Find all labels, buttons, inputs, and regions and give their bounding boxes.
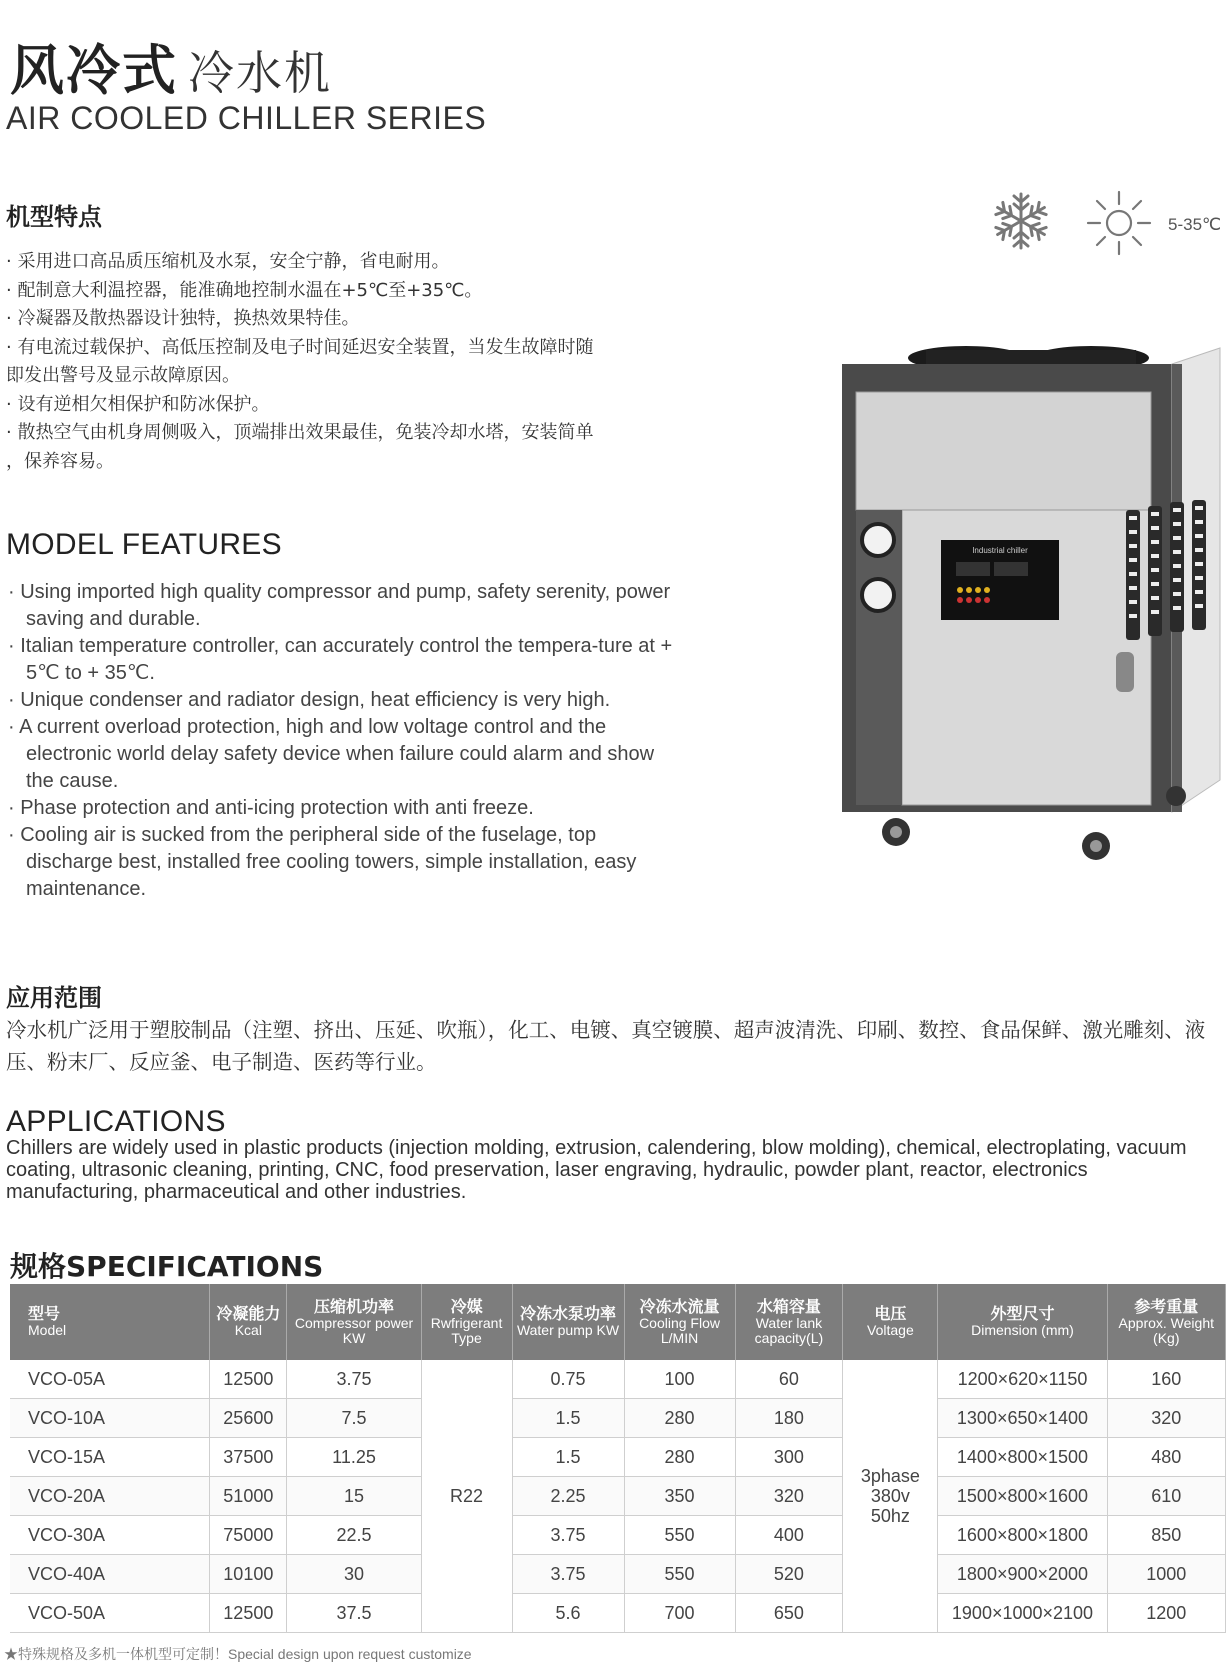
cell-compressor: 37.5	[287, 1594, 421, 1633]
cell-flow: 550	[624, 1555, 735, 1594]
col-dimension: 外型尺寸 Dimension (mm)	[938, 1284, 1107, 1360]
control-panel-label: Industrial chiller	[972, 546, 1028, 555]
cell-tank: 300	[735, 1438, 843, 1477]
cell-tank: 520	[735, 1555, 843, 1594]
cell-pump: 3.75	[512, 1516, 624, 1555]
table-row	[10, 1477, 1226, 1516]
applications-cn-text: 冷水机广泛用于塑胶制品（注塑、挤出、压延、吹瓶），化工、电镀、真空镀膜、超声波清洗、印刷、数控、食品保鲜、激光雕刻、液压、粉末厂、反应釜、电子制造、医药等行业。	[6, 1018, 1206, 1074]
pressure-gauge-1	[862, 524, 894, 556]
cell-compressor: 3.75	[287, 1360, 421, 1399]
features-cn-line: · 采用进口高品质压缩机及水泵，安全宁静，省电耐用。	[6, 251, 450, 272]
cell-weight: 480	[1107, 1438, 1225, 1477]
col-refrigerant: 冷媒 Rwfrigerant Type	[421, 1284, 512, 1360]
applications-en-text: Chillers are widely used in plastic products (injection molding, extrusion, calendering, blow molding), chemical, electroplating, vacuum coating, ultrasonic cleaning, printing, CNC, food preservation, laser engraving, hydraulic, powder plant, reactor, electronics manufacturing, pharmaceutical and other industries.	[6, 1137, 1187, 1203]
cell-model: VCO-05A	[10, 1360, 210, 1399]
features-cn-line: · 有电流过载保护、高低压控制及电子时间延迟安全装置，当发生故障时随	[6, 336, 594, 358]
footnote: ★特殊规格及多机一体机型可定制！Special design upon request customize	[4, 1646, 472, 1662]
cell-kcal: 37500	[210, 1438, 287, 1477]
applications-en-heading: APPLICATIONS	[6, 1105, 226, 1138]
features-cn-line: · 配制意大利温控器，能准确地控制水温在+5℃至+35℃。	[6, 279, 483, 301]
features-en-heading: MODEL FEATURES	[6, 528, 282, 561]
cell-compressor: 15	[287, 1477, 421, 1516]
cell-compressor: 22.5	[287, 1516, 421, 1555]
cell-weight: 320	[1107, 1399, 1225, 1438]
features-cn-heading: 机型特点	[6, 203, 102, 231]
side-vent-slits	[1120, 500, 1220, 650]
cell-dimension: 1800×900×2000	[938, 1555, 1107, 1594]
cell-flow: 100	[624, 1360, 735, 1399]
page-title-en: AIR COOLED CHILLER SERIES	[6, 100, 487, 136]
wheel-back	[1166, 786, 1186, 806]
col-compressor: 压缩机功率 Compressor power KW	[287, 1284, 421, 1360]
features-en-item: · Unique condenser and radiator design, heat efficiency is very high.	[8, 689, 611, 711]
cell-compressor: 7.5	[287, 1399, 421, 1438]
cell-model: VCO-30A	[10, 1516, 210, 1555]
cell-dimension: 1500×800×1600	[938, 1477, 1107, 1516]
door-handle	[1116, 652, 1134, 692]
features-cn-line: ，保养容易。	[6, 450, 114, 472]
features-en-item: · Phase protection and anti-icing protection with anti freeze.	[8, 797, 534, 819]
col-model: 型号 Model	[10, 1284, 210, 1360]
page-title-cn	[10, 28, 332, 105]
cell-pump: 1.5	[512, 1438, 624, 1477]
specifications-heading: 规格SPECIFICATIONS	[10, 1250, 324, 1283]
cell-flow: 280	[624, 1438, 735, 1477]
cell-weight: 160	[1107, 1360, 1225, 1399]
pressure-gauge-2	[862, 579, 894, 611]
features-en-item: · Italian temperature controller, can accurately control the tempera-ture at + 5℃ to + 35℃.	[8, 635, 673, 684]
cell-dimension: 1200×620×1150	[938, 1360, 1107, 1399]
col-flow: 冷冻水流量 Cooling Flow L/MIN	[624, 1284, 735, 1360]
cell-model: VCO-15A	[10, 1438, 210, 1477]
features-cn-list	[6, 248, 666, 476]
top-panel	[856, 392, 1151, 510]
cell-compressor: 11.25	[287, 1438, 421, 1477]
col-weight: 参考重量 Approx. Weight (Kg)	[1107, 1284, 1225, 1360]
title-cn-bold: 风冷式	[10, 39, 178, 102]
cell-tank: 320	[735, 1477, 843, 1516]
title-cn-normal: 冷水机	[188, 46, 332, 100]
features-cn-line: · 设有逆相欠相保护和防冰保护。	[6, 393, 270, 415]
features-cn-line: 即发出警号及显示故障原因。	[6, 365, 240, 386]
cell-flow: 350	[624, 1477, 735, 1516]
table-row	[10, 1516, 1226, 1555]
table-row	[10, 1594, 1226, 1633]
applications-cn-heading: 应用范围	[6, 984, 102, 1012]
cell-compressor: 30	[287, 1555, 421, 1594]
cell-flow: 700	[624, 1594, 735, 1633]
cell-weight: 1200	[1107, 1594, 1225, 1633]
table-row	[10, 1360, 1226, 1399]
col-tank: 水箱容量 Water lank capacity(L)	[735, 1284, 843, 1360]
cell-model: VCO-50A	[10, 1594, 210, 1633]
cell-dimension: 1900×1000×2100	[938, 1594, 1107, 1633]
cell-pump: 2.25	[512, 1477, 624, 1516]
cell-flow: 280	[624, 1399, 735, 1438]
cell-kcal: 12500	[210, 1360, 287, 1399]
cell-pump: 3.75	[512, 1555, 624, 1594]
features-en-item: · Using imported high quality compressor and pump, safety serenity, power saving and durable.	[8, 581, 671, 630]
cell-tank: 60	[735, 1360, 843, 1399]
cell-voltage: 3phase 380v 50hz	[843, 1360, 938, 1633]
col-kcal: 冷凝能力 Kcal	[210, 1284, 287, 1360]
cell-flow: 550	[624, 1516, 735, 1555]
features-en-item: · Cooling air is sucked from the peripheral side of the fuselage, top discharge best, installed free cooling towers, simple installation, easy maintenance.	[8, 824, 637, 900]
col-voltage: 电压 Voltage	[843, 1284, 938, 1360]
table-row	[10, 1438, 1226, 1477]
cell-kcal: 10100	[210, 1555, 287, 1594]
cell-model: VCO-10A	[10, 1399, 210, 1438]
cell-dimension: 1300×650×1400	[938, 1399, 1107, 1438]
cell-pump: 0.75	[512, 1360, 624, 1399]
features-en-list	[6, 579, 686, 903]
col-pump: 冷冻水泵功率 Water pump KW	[512, 1284, 624, 1360]
cell-tank: 650	[735, 1594, 843, 1633]
cell-dimension: 1600×800×1800	[938, 1516, 1107, 1555]
cell-kcal: 51000	[210, 1477, 287, 1516]
table-row	[10, 1555, 1226, 1594]
table-header-row	[10, 1284, 1226, 1360]
cell-refrigerant: R22	[421, 1360, 512, 1633]
cell-kcal: 25600	[210, 1399, 287, 1438]
cell-tank: 180	[735, 1399, 843, 1438]
temperature-range-label: 5-35℃	[1168, 215, 1222, 234]
specifications-table	[10, 1284, 1226, 1633]
table-row	[10, 1399, 1226, 1438]
features-cn-line: · 散热空气由机身周侧吸入，顶端排出效果最佳，免装冷却水塔，安装简单	[6, 422, 594, 443]
cell-model: VCO-20A	[10, 1477, 210, 1516]
cell-tank: 400	[735, 1516, 843, 1555]
cell-weight: 850	[1107, 1516, 1225, 1555]
cell-weight: 610	[1107, 1477, 1225, 1516]
cell-pump: 1.5	[512, 1399, 624, 1438]
cell-pump: 5.6	[512, 1594, 624, 1633]
sun-icon	[1086, 190, 1152, 256]
features-en-item: · A current overload protection, high and low voltage control and the electronic world delay safety device when failure could alarm and show the cause.	[8, 716, 655, 792]
cell-dimension: 1400×800×1500	[938, 1438, 1107, 1477]
cell-kcal: 75000	[210, 1516, 287, 1555]
cell-weight: 1000	[1107, 1555, 1225, 1594]
cell-kcal: 12500	[210, 1594, 287, 1633]
snowflake-icon	[990, 190, 1052, 252]
cell-model: VCO-40A	[10, 1555, 210, 1594]
features-cn-line: · 冷凝器及散热器设计独特，换热效果特佳。	[6, 308, 360, 329]
